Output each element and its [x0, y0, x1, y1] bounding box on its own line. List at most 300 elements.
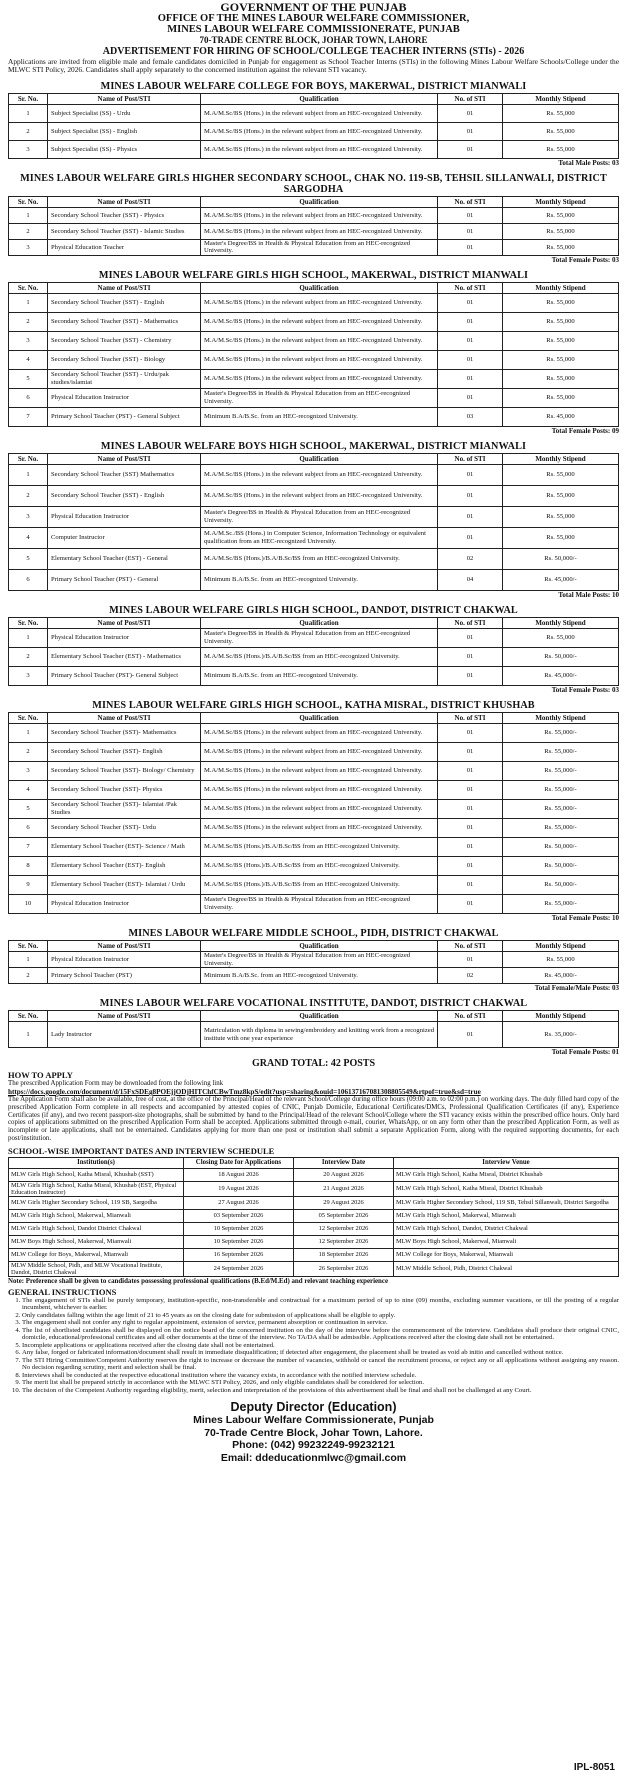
qualification: M.A/M.Sc/BS (Hons.) in the relevant subject from an HEC-recognized University. — [201, 724, 438, 743]
post-name: Elementary School Teacher (EST)- English — [48, 857, 201, 876]
preference-note: Note: Preference shall be given to candidates possessing professional qualifications (B.Ed/M.Ed) and relevant teaching experience — [8, 1277, 388, 1285]
qualification: M.A/M.Sc/BS (Hons.) in the relevant subject from an HEC-recognized University. — [201, 351, 438, 370]
table-row — [9, 857, 619, 876]
closing-date: 16 September 2026 — [184, 1248, 294, 1261]
post-name: Primary School Teacher (PST) - General — [48, 570, 201, 591]
table-row — [9, 781, 619, 800]
table-row — [9, 507, 619, 528]
serial-no: 1 — [9, 1022, 48, 1048]
serial-no: 1 — [9, 207, 48, 223]
post-name: Secondary School Teacher (SST) Mathematics — [48, 465, 201, 486]
interview-date: 21 August 2026 — [294, 1181, 394, 1196]
schedule-column-header: Institution(s) — [9, 1157, 184, 1168]
institution: MLW Girls High School, Makerwal, Mianwali — [9, 1209, 184, 1222]
table-row — [9, 549, 619, 570]
column-header: Name of Post/STI — [48, 93, 201, 104]
post-name: Secondary School Teacher (SST)- Urdu — [48, 819, 201, 838]
schedule-row — [9, 1168, 619, 1181]
post-name: Physical Education Instructor — [48, 389, 201, 408]
serial-no: 6 — [9, 570, 48, 591]
no-of-sti: 02 — [438, 549, 503, 570]
no-of-sti: 01 — [438, 140, 503, 158]
monthly-stipend: Rs. 50,000/- — [503, 648, 619, 667]
monthly-stipend: Rs. 55,000 — [503, 294, 619, 313]
vacancy-table — [8, 453, 619, 591]
column-header: Qualification — [201, 93, 438, 104]
closing-date: 27 August 2026 — [184, 1196, 294, 1209]
interview-date: 12 September 2026 — [294, 1235, 394, 1248]
serial-no: 1 — [9, 294, 48, 313]
closing-date: 10 September 2026 — [184, 1235, 294, 1248]
column-header: Qualification — [201, 196, 438, 207]
schedule-heading: SCHOOL-WISE IMPORTANT DATES AND INTERVIEW SCHEDULE — [8, 1145, 275, 1156]
qualification: M.A/M.Sc./BS (Hons.) in Computer Science, Information Technology or equivalent qualification from an HEC-recognized University. — [201, 528, 438, 549]
column-header: Name of Post/STI — [48, 713, 201, 724]
table-row — [9, 370, 619, 389]
table-row — [9, 104, 619, 122]
column-header: Qualification — [201, 454, 438, 465]
serial-no: 2 — [9, 122, 48, 140]
monthly-stipend: Rs. 50,000/- — [503, 876, 619, 895]
monthly-stipend: Rs. 45,000/- — [503, 968, 619, 984]
interview-venue: MLW Girls Higher Secondary School, 119 SB, Tehsil Sillanwali, District Sargodha — [394, 1196, 619, 1209]
table-row — [9, 223, 619, 239]
column-header: Sr. No. — [9, 454, 48, 465]
vacancy-table — [8, 1010, 619, 1048]
monthly-stipend: Rs. 55,000 — [503, 332, 619, 351]
serial-no: 1 — [9, 952, 48, 968]
post-name: Physical Education Instructor — [48, 507, 201, 528]
table-row — [9, 629, 619, 648]
qualification: M.A/M.Sc/BS (Hons.) in the relevant subject from an HEC-recognized University. — [201, 743, 438, 762]
advertisement-page — [8, 0, 619, 1464]
column-header: Monthly Stipend — [503, 618, 619, 629]
serial-no: 1 — [9, 465, 48, 486]
column-header: Monthly Stipend — [503, 941, 619, 952]
qualification: M.A/M.Sc/BS (Hons.) in the relevant subject from an HEC-recognized University. — [201, 294, 438, 313]
vacancy-table — [8, 93, 619, 159]
post-name: Subject Specialist (SS) - Urdu — [48, 104, 201, 122]
vacancy-table — [8, 940, 619, 984]
grand-total: GRAND TOTAL: 42 POSTS — [251, 1058, 376, 1070]
qualification: M.A/M.Sc/BS (Hons.) in the relevant subject from an HEC-recognized University. — [201, 332, 438, 351]
post-name: Physical Education Teacher — [48, 239, 201, 255]
general-instructions-list — [8, 1297, 619, 1395]
closing-date: 19 August 2026 — [184, 1181, 294, 1196]
qualification: M.A/M.Sc/BS (Hons.) in the relevant subject from an HEC-recognized University. — [201, 370, 438, 389]
no-of-sti: 01 — [438, 528, 503, 549]
no-of-sti: 01 — [438, 104, 503, 122]
serial-no: 5 — [9, 800, 48, 819]
qualification: Minimum B.A/B.Sc. from an HEC-recognized University. — [201, 667, 438, 686]
monthly-stipend: Rs. 55,000 — [503, 465, 619, 486]
closing-date: 03 September 2026 — [184, 1209, 294, 1222]
no-of-sti: 01 — [438, 389, 503, 408]
post-name: Elementary School Teacher (EST)- Islamiat / Urdu — [48, 876, 201, 895]
qualification: M.A/M.Sc/BS (Hons.) in the relevant subject from an HEC-recognized University. — [201, 207, 438, 223]
serial-no: 4 — [9, 351, 48, 370]
table-row — [9, 838, 619, 857]
instruction-item: 9. The merit list shall be prepared strictly in accordance with the MLWC STI Policy, 2026, and only eligible candidates shall be considered for selection. — [22, 1379, 619, 1387]
column-header: Sr. No. — [9, 283, 48, 294]
no-of-sti: 01 — [438, 895, 503, 914]
interview-date: 18 September 2026 — [294, 1248, 394, 1261]
table-row — [9, 724, 619, 743]
schedule-row — [9, 1209, 619, 1222]
monthly-stipend: Rs. 55,000 — [503, 223, 619, 239]
no-of-sti: 01 — [438, 370, 503, 389]
schedule-row — [9, 1235, 619, 1248]
no-of-sti: 01 — [438, 1022, 503, 1048]
column-header: Qualification — [201, 618, 438, 629]
serial-no: 3 — [9, 140, 48, 158]
schedule-row — [9, 1181, 619, 1196]
interview-date: 29 August 2026 — [294, 1196, 394, 1209]
schedule-column-header: Closing Date for Applications — [184, 1157, 294, 1168]
monthly-stipend: Rs. 55,000/- — [503, 800, 619, 819]
no-of-sti: 01 — [438, 819, 503, 838]
column-header: Sr. No. — [9, 713, 48, 724]
table-row — [9, 313, 619, 332]
qualification: M.A/M.Sc/BS (Hons.)/B.A/B.Sc/BS from an HEC-recognized University. — [201, 648, 438, 667]
post-name: Physical Education Instructor — [48, 629, 201, 648]
intro-paragraph: Applications are invited from eligible male and female candidates domiciled in Punjab for engagement as School Teacher Interns (STIs) in the following Mines Labour Welfare Schools/College under the MLWC STI Policy, 2026. Candidates shall apply separately to the concerned institution against the relevant STI vacancy. — [8, 57, 619, 75]
instruction-item: 5. Incomplete applications or applications received after the closing date shall not be entertained. — [22, 1342, 619, 1350]
post-name: Elementary School Teacher (EST) - Mathematics — [48, 648, 201, 667]
table-row — [9, 819, 619, 838]
serial-no: 9 — [9, 876, 48, 895]
qualification: M.A/M.Sc/BS (Hons.) in the relevant subject from an HEC-recognized University. — [201, 104, 438, 122]
schedule-column-header: Interview Date — [294, 1157, 394, 1168]
post-name: Lady Instructor — [48, 1022, 201, 1048]
table-row — [9, 122, 619, 140]
office-title: OFFICE OF THE MINES LABOUR WELFARE COMMISSIONER, — [157, 13, 470, 24]
monthly-stipend: Rs. 55,000 — [503, 629, 619, 648]
table-row — [9, 528, 619, 549]
qualification: Master's Degree/BS in Health & Physical Education from an HEC-recognized University. — [201, 239, 438, 255]
qualification: Master's Degree/BS in Health & Physical Education from an HEC-recognized University. — [201, 629, 438, 648]
serial-no: 2 — [9, 313, 48, 332]
no-of-sti: 01 — [438, 762, 503, 781]
table-row — [9, 332, 619, 351]
column-header: Monthly Stipend — [503, 454, 619, 465]
schedule-row — [9, 1222, 619, 1235]
monthly-stipend: Rs. 55,000/- — [503, 743, 619, 762]
column-header: Sr. No. — [9, 1011, 48, 1022]
column-header: No. of STI — [438, 454, 503, 465]
monthly-stipend: Rs. 55,000 — [503, 486, 619, 507]
table-row — [9, 570, 619, 591]
column-header: Name of Post/STI — [48, 454, 201, 465]
organization: Mines Labour Welfare Commissionerate, Punjab — [193, 1414, 434, 1427]
monthly-stipend: Rs. 55,000 — [503, 528, 619, 549]
no-of-sti: 01 — [438, 207, 503, 223]
serial-no: 4 — [9, 781, 48, 800]
vacancy-table — [8, 617, 619, 686]
qualification: Minimum B.A/B.Sc. from an HEC-recognized University. — [201, 570, 438, 591]
ipl-number: IPL-8051 — [573, 1762, 615, 1773]
post-name: Secondary School Teacher (SST) - Chemistry — [48, 332, 201, 351]
qualification: M.A/M.Sc/BS (Hons.) in the relevant subject from an HEC-recognized University. — [201, 486, 438, 507]
table-row — [9, 351, 619, 370]
post-name: Secondary School Teacher (SST) - Urdu/pak studies/islamiat — [48, 370, 201, 389]
column-header: Name of Post/STI — [48, 196, 201, 207]
no-of-sti: 01 — [438, 294, 503, 313]
table-row — [9, 743, 619, 762]
interview-date: 26 September 2026 — [294, 1261, 394, 1276]
serial-no: 5 — [9, 370, 48, 389]
column-header: No. of STI — [438, 618, 503, 629]
post-name: Secondary School Teacher (SST)- Biology/ Chemistry — [48, 762, 201, 781]
serial-no: 5 — [9, 549, 48, 570]
serial-no: 2 — [9, 486, 48, 507]
column-header: Qualification — [201, 941, 438, 952]
schedule-row — [9, 1248, 619, 1261]
serial-no: 1 — [9, 104, 48, 122]
qualification: Master's Degree/BS in Health & Physical Education from an HEC-recognized University. — [201, 952, 438, 968]
no-of-sti: 01 — [438, 332, 503, 351]
how-to-apply-body: The Application Form shall also be available, free of cost, at the office of the Principal/Head of the relevant School/College during office hours (09:00 a.m. to 02:00 p.m.) on working days. The duly filled hard copy of the prescribed Application Form complete in all respects and accompanied by attested copies of CNIC, Punjab Domicile, Educational Certificates/DMCs, Professional Qualification Certificates (if any), Experience Certificates (if any), and two recent passport-size photographs, shall be submitted by hand to the Principal/Head of the relevant School/College where the STI vacancy exists within the prescribed office hours. Only hard copies of applications submitted on the prescribed Application Form shall be accepted. Applications submitted through e-mail, courier, WhatsApp, or on any form other than the prescribed Application Form, as well as incomplete or late applications, shall not be entertained. Candidates applying for more than one post or institution shall submit a separate Application Form, along with the required supporting documents, for each post/institution. — [8, 1095, 619, 1142]
institution-title: MINES LABOUR WELFARE VOCATIONAL INSTITUTE, DANDOT, DISTRICT CHAKWAL — [99, 998, 528, 1010]
serial-no: 6 — [9, 389, 48, 408]
vacancy-table — [8, 282, 619, 427]
total-posts: Total Male Posts: 03 — [558, 158, 619, 167]
interview-venue: MLW College for Boys, Makerwal, Mianwali — [394, 1248, 619, 1261]
column-header: Sr. No. — [9, 618, 48, 629]
serial-no: 1 — [9, 629, 48, 648]
column-header: Qualification — [201, 1011, 438, 1022]
monthly-stipend: Rs. 55,000 — [503, 140, 619, 158]
no-of-sti: 01 — [438, 351, 503, 370]
instruction-item: 6. Any false, forged or fabricated information/document shall result in immediate disqualification; if detected after engagement, the placement shall be treated as void ab initio and cancelled without notice. — [22, 1349, 619, 1357]
column-header: Monthly Stipend — [503, 196, 619, 207]
qualification: M.A/M.Sc/BS (Hons.)/B.A/B.Sc/BS from an HEC-recognized University. — [201, 857, 438, 876]
general-instructions-heading: GENERAL INSTRUCTIONS — [8, 1286, 117, 1297]
table-row — [9, 408, 619, 427]
qualification: Minimum B.A/B.Sc. from an HEC-recognized University. — [201, 968, 438, 984]
serial-no: 10 — [9, 895, 48, 914]
qualification: M.A/M.Sc/BS (Hons.)/B.A/B.Sc/BS from an HEC-recognized University. — [201, 838, 438, 857]
table-row — [9, 294, 619, 313]
column-header: No. of STI — [438, 93, 503, 104]
email: Email: ddeducationmlwc@gmail.com — [220, 1451, 407, 1464]
serial-no: 2 — [9, 743, 48, 762]
column-header: No. of STI — [438, 196, 503, 207]
serial-no: 3 — [9, 239, 48, 255]
no-of-sti: 01 — [438, 743, 503, 762]
no-of-sti: 01 — [438, 838, 503, 857]
institution-title: MINES LABOUR WELFARE BOYS HIGH SCHOOL, MAKERWAL, DISTRICT MIANWALI — [100, 441, 527, 452]
instruction-item: 1. The engagement of STIs shall be purely temporary, institution-specific, non-transferable and contractual for a maximum period of up to nine (09) months, excluding summer vacations, or till the posting of a regular incumbent, whichever is earlier. — [22, 1297, 619, 1312]
qualification: M.A/M.Sc/BS (Hons.)/B.A/B.Sc/BS from an HEC-recognized University. — [201, 876, 438, 895]
interview-venue: MLW Girls High School, Katha Misral, District Khushab — [394, 1168, 619, 1181]
serial-no: 1 — [9, 724, 48, 743]
post-name: Secondary School Teacher (SST)- Physics — [48, 781, 201, 800]
footer-address: 70-Trade Centre Block, Johar Town, Lahore. — [204, 1426, 423, 1439]
interview-date: 20 August 2026 — [294, 1168, 394, 1181]
monthly-stipend: Rs. 45,000/- — [503, 667, 619, 686]
table-row — [9, 648, 619, 667]
qualification: Minimum B.A/B.Sc. from an HEC-recognized University. — [201, 408, 438, 427]
no-of-sti: 01 — [438, 486, 503, 507]
monthly-stipend: Rs. 55,000 — [503, 122, 619, 140]
column-header: Monthly Stipend — [503, 713, 619, 724]
monthly-stipend: Rs. 55,000 — [503, 389, 619, 408]
post-name: Secondary School Teacher (SST) - Islamic Studies — [48, 223, 201, 239]
monthly-stipend: Rs. 55,000/- — [503, 781, 619, 800]
column-header: Sr. No. — [9, 93, 48, 104]
application-form-link[interactable]: https://docs.google.com/document/d/15FxSDEg8POEjjODjHITChfCBwTmz8kpS/edit?usp=sharing&ouid=106137167081308805549&rtpof=true&sd=true — [8, 1087, 481, 1096]
closing-date: 18 August 2026 — [184, 1168, 294, 1181]
post-name: Secondary School Teacher (SST) - Physics — [48, 207, 201, 223]
monthly-stipend: Rs. 55,000 — [503, 104, 619, 122]
institution-title: MINES LABOUR WELFARE COLLEGE FOR BOYS, MAKERWAL, DISTRICT MIANWALI — [100, 80, 527, 92]
column-header: Monthly Stipend — [503, 283, 619, 294]
serial-no: 8 — [9, 857, 48, 876]
monthly-stipend: Rs. 55,000 — [503, 207, 619, 223]
serial-no: 2 — [9, 648, 48, 667]
serial-no: 4 — [9, 528, 48, 549]
post-name: Primary School Teacher (PST) - General Subject — [48, 408, 201, 427]
post-name: Elementary School Teacher (EST) - General — [48, 549, 201, 570]
total-posts: Total Female Posts: 10 — [551, 914, 619, 922]
qualification: Master's Degree/BS in Health & Physical Education from an HEC-recognized University. — [201, 507, 438, 528]
no-of-sti: 02 — [438, 968, 503, 984]
no-of-sti: 01 — [438, 223, 503, 239]
interview-venue: MLW Girls High School, Makerwal, Mianwali — [394, 1209, 619, 1222]
post-name: Elementary School Teacher (EST)- Science / Math — [48, 838, 201, 857]
column-header: No. of STI — [438, 941, 503, 952]
document-header — [8, 2, 619, 57]
qualification: M.A/M.Sc/BS (Hons.) in the relevant subject from an HEC-recognized University. — [201, 465, 438, 486]
total-posts: Total Female Posts: 01 — [551, 1048, 619, 1057]
serial-no: 7 — [9, 408, 48, 427]
qualification: M.A/M.Sc/BS (Hons.)/B.A/B.Sc/BS from an HEC-recognized University. — [201, 549, 438, 570]
closing-date: 24 September 2026 — [184, 1261, 294, 1276]
qualification: M.A/M.Sc/BS (Hons.) in the relevant subject from an HEC-recognized University. — [201, 762, 438, 781]
column-header: Name of Post/STI — [48, 618, 201, 629]
no-of-sti: 01 — [438, 876, 503, 895]
post-name: Secondary School Teacher (SST) - Biology — [48, 351, 201, 370]
no-of-sti: 01 — [438, 648, 503, 667]
table-row — [9, 1022, 619, 1048]
column-header: No. of STI — [438, 283, 503, 294]
table-row — [9, 800, 619, 819]
institution: MLW College for Boys, Makerwal, Mianwali — [9, 1248, 184, 1261]
commissionerate-title: MINES LABOUR WELFARE COMMISSIONERATE, PUNJAB — [167, 24, 460, 35]
qualification: M.A/M.Sc/BS (Hons.) in the relevant subject from an HEC-recognized University. — [201, 122, 438, 140]
institution-title: MINES LABOUR WELFARE GIRLS HIGH SCHOOL, KATHA MISRAL, DISTRICT KHUSHAB — [92, 700, 535, 711]
table-row — [9, 952, 619, 968]
column-header: Qualification — [201, 283, 438, 294]
column-header: No. of STI — [438, 1011, 503, 1022]
serial-no: 2 — [9, 223, 48, 239]
instruction-item: 3. The engagement shall not confer any right to regular appointment, extension of service, permanent absorption or continuation in service. — [22, 1319, 619, 1327]
institution: MLW Boys High School, Makerwal, Mianwali — [9, 1235, 184, 1248]
interview-venue: MLW Middle School, Pidh, District Chakwal — [394, 1261, 619, 1276]
table-row — [9, 465, 619, 486]
how-to-apply-lead: The prescribed Application Form may be downloaded from the following link — [8, 1080, 224, 1088]
designation: Deputy Director (Education) — [230, 1400, 397, 1415]
total-posts: Total Female Posts: 09 — [551, 427, 619, 435]
no-of-sti: 01 — [438, 239, 503, 255]
column-header: Sr. No. — [9, 941, 48, 952]
monthly-stipend: Rs. 55,000/- — [503, 762, 619, 781]
column-header: Name of Post/STI — [48, 1011, 201, 1022]
serial-no: 6 — [9, 819, 48, 838]
monthly-stipend: Rs. 55,000 — [503, 952, 619, 968]
monthly-stipend: Rs. 55,000/- — [503, 724, 619, 743]
schedule-row — [9, 1261, 619, 1276]
post-name: Physical Education Instructor — [48, 952, 201, 968]
institution: MLW Girls High School, Dandot District Chakwal — [9, 1222, 184, 1235]
institution: MLW Girls High School, Katha Misral, Khushab (EST, Physical Education Instructor) — [9, 1181, 184, 1196]
serial-no: 3 — [9, 507, 48, 528]
schedule-table — [8, 1157, 619, 1277]
qualification: M.A/M.Sc/BS (Hons.) in the relevant subject from an HEC-recognized University. — [201, 223, 438, 239]
institution-title: MINES LABOUR WELFARE GIRLS HIGHER SECONDARY SCHOOL, CHAK NO. 119-SB, TEHSIL SILLANWALI, DISTRICT SARGODHA — [20, 172, 607, 195]
monthly-stipend: Rs. 55,000 — [503, 507, 619, 528]
post-name: Primary School Teacher (PST)- General Subject — [48, 667, 201, 686]
interview-venue: MLW Boys High School, Makerwal, Mianwali — [394, 1235, 619, 1248]
monthly-stipend: Rs. 50,000/- — [503, 549, 619, 570]
office-address: 70-TRADE CENTRE BLOCK, JOHAR TOWN, LAHORE — [199, 35, 428, 45]
total-posts: Total Female Posts: 03 — [551, 686, 619, 694]
post-name: Secondary School Teacher (SST)- Islamiat /Pak Studies — [48, 800, 201, 819]
post-name: Subject Specialist (SS) - English — [48, 122, 201, 140]
no-of-sti: 04 — [438, 570, 503, 591]
institution-title: MINES LABOUR WELFARE GIRLS HIGH SCHOOL, MAKERWAL, DISTRICT MIANWALI — [98, 270, 529, 281]
monthly-stipend: Rs. 45,000/- — [503, 570, 619, 591]
qualification: Master's Degree/BS in Health & Physical Education from an HEC-recognized University. — [201, 895, 438, 914]
table-row — [9, 486, 619, 507]
post-name: Secondary School Teacher (SST) - Mathematics — [48, 313, 201, 332]
column-header: Monthly Stipend — [503, 93, 619, 104]
closing-date: 10 September 2026 — [184, 1222, 294, 1235]
institution: MLW Girls Higher Secondary School, 119 SB, Sargodha — [9, 1196, 184, 1209]
table-row — [9, 389, 619, 408]
monthly-stipend: Rs. 55,000/- — [503, 895, 619, 914]
monthly-stipend: Rs. 50,000/- — [503, 838, 619, 857]
monthly-stipend: Rs. 35,000/- — [503, 1022, 619, 1048]
qualification: Master's Degree/BS in Health & Physical Education from an HEC-recognized University. — [201, 389, 438, 408]
instruction-item: 10. The decision of the Competent Authority regarding eligibility, merit, selection and interpretation of the provisions of this advertisement shall be final and shall not be challenged at any Court. — [22, 1387, 619, 1395]
total-posts: Total Female Posts: 03 — [551, 256, 619, 264]
monthly-stipend: Rs. 55,000 — [503, 351, 619, 370]
column-header: No. of STI — [438, 713, 503, 724]
column-header: Qualification — [201, 713, 438, 724]
serial-no: 3 — [9, 332, 48, 351]
table-row — [9, 968, 619, 984]
government-title: GOVERNMENT OF THE PUNJAB — [220, 0, 407, 14]
column-header: Monthly Stipend — [503, 1011, 619, 1022]
instruction-item: 2. Only candidates falling within the age limit of 21 to 45 years as on the closing date for submission of applications shall be eligible to apply. — [22, 1312, 619, 1320]
no-of-sti: 01 — [438, 507, 503, 528]
no-of-sti: 01 — [438, 629, 503, 648]
column-header: Name of Post/STI — [48, 941, 201, 952]
post-name: Secondary School Teacher (SST)- Mathematics — [48, 724, 201, 743]
qualification: M.A/M.Sc/BS (Hons.) in the relevant subject from an HEC-recognized University. — [201, 140, 438, 158]
monthly-stipend: Rs. 55,000 — [503, 239, 619, 255]
vacancy-table — [8, 196, 619, 256]
no-of-sti: 01 — [438, 122, 503, 140]
how-to-apply-heading: HOW TO APPLY — [8, 1070, 73, 1081]
no-of-sti: 03 — [438, 408, 503, 427]
monthly-stipend: Rs. 50,000/- — [503, 857, 619, 876]
post-name: Secondary School Teacher (SST) - English — [48, 294, 201, 313]
institution-title: MINES LABOUR WELFARE GIRLS HIGH SCHOOL, DANDOT, DISTRICT CHAKWAL — [109, 605, 518, 616]
no-of-sti: 01 — [438, 313, 503, 332]
